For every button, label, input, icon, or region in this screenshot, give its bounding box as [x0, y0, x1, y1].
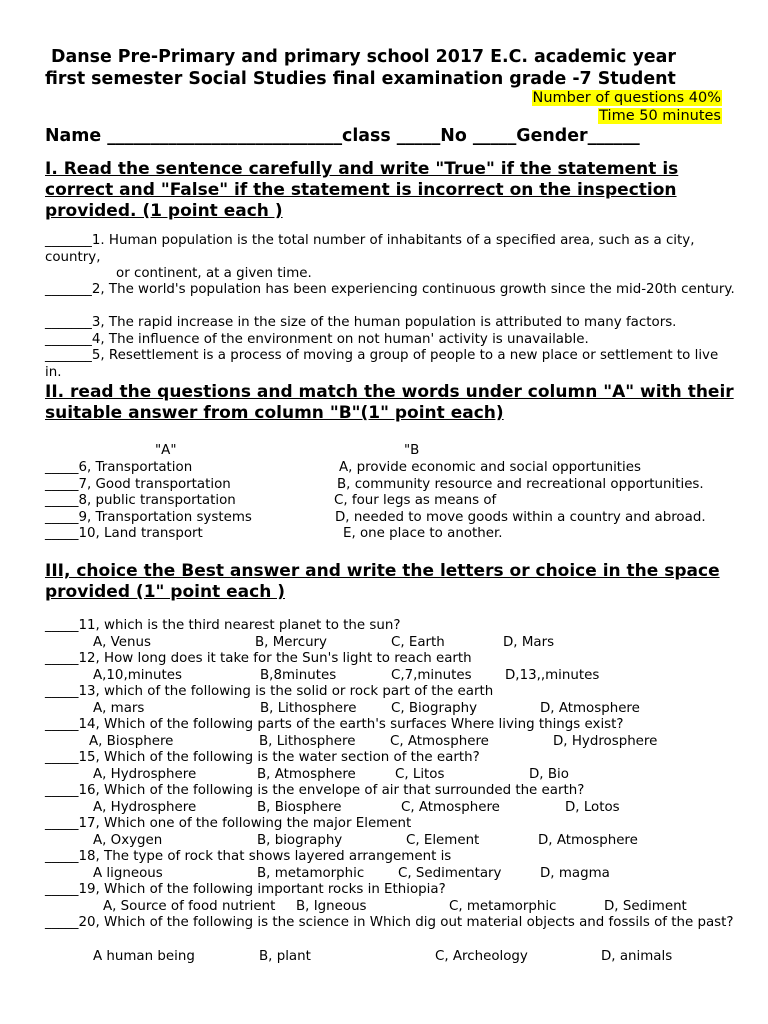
- q13-option-a: A, mars: [93, 701, 145, 716]
- question-19: _____19, Which of the following important rocks in Ethiopia?: [45, 882, 446, 897]
- q14-option-a: A, Biosphere: [89, 734, 174, 749]
- q18-option-c: C, Sedimentary: [398, 866, 502, 881]
- question-17: _____17, Which one of the following the major Element: [45, 816, 412, 831]
- q11-option-b: B, Mercury: [255, 635, 327, 650]
- question-15: _____15, Which of the following is the water section of the earth?: [45, 750, 480, 765]
- q18-option-a: A ligneous: [93, 866, 163, 881]
- q16-option-a: A, Hydrosphere: [93, 800, 197, 815]
- question-11: _____11, which is the third nearest planet to the sun?: [45, 618, 401, 633]
- q20-option-a: A human being: [93, 949, 195, 964]
- section-1-heading: I. Read the sentence carefully and write "True" if the statement is correct and "False" if the statement is incorrect on the inspection provided. (1 point each ): [45, 159, 679, 221]
- question-3: _______3, The rapid increase in the size of the human population is attributed to many factors.: [45, 315, 677, 330]
- q17-option-c: C, Element: [406, 833, 480, 848]
- match-b-a: A, provide economic and social opportunities: [339, 460, 641, 475]
- q16-option-d: D, Lotos: [565, 800, 620, 815]
- q19-option-d: D, Sediment: [604, 899, 687, 914]
- time-limit-text: Time 50 minutes: [599, 108, 721, 124]
- question-13: _____13, which of the following is the solid or rock part of the earth: [45, 684, 494, 699]
- q13-option-d: D, Atmosphere: [540, 701, 640, 716]
- question-14: _____14, Which of the following parts of the earth's surfaces Where living things exist?: [45, 717, 624, 732]
- q20-option-d: D, animals: [601, 949, 673, 964]
- question-16: _____16, Which of the following is the envelope of air that surrounded the earth?: [45, 783, 585, 798]
- match-b-b: B, community resource and recreational opportunities.: [337, 477, 704, 492]
- column-a-header: "A": [155, 443, 177, 458]
- q14-option-c: C, Atmosphere: [390, 734, 489, 749]
- match-b-e: E, one place to another.: [343, 526, 503, 541]
- question-count: [532, 89, 722, 108]
- q17-option-a: A, Oxygen: [93, 833, 163, 848]
- exam-title: [45, 46, 735, 90]
- match-a-8: _____8, public transportation: [45, 493, 236, 508]
- match-a-9: _____9, Transportation systems: [45, 510, 252, 525]
- q17-option-b: B, biography: [257, 833, 343, 848]
- q11-option-a: A, Venus: [93, 635, 151, 650]
- q11-option-d: D, Mars: [503, 635, 555, 650]
- time-limit: [598, 107, 722, 126]
- question-1: _______1. Human population is the total number of inhabitants of a specified area, such as a city, country,: [45, 233, 695, 265]
- q13-option-c: C, Biography: [391, 701, 478, 716]
- match-a-7: _____7, Good transportation: [45, 477, 231, 492]
- question-4: _______4, The influence of the environment on not human' activity is unavailable.: [45, 332, 589, 347]
- q20-option-b: B, plant: [259, 949, 311, 964]
- q19-option-c: C, metamorphic: [449, 899, 557, 914]
- section-3-heading: III, choice the Best answer and write the letters or choice in the space provided (1" point each ): [45, 561, 720, 602]
- student-info-line: Name ___________________________class _____No _____Gender______: [45, 126, 640, 146]
- q16-option-c: C, Atmosphere: [401, 800, 500, 815]
- q13-option-b: B, Lithosphere: [260, 701, 357, 716]
- q14-option-d: D, Hydrosphere: [553, 734, 658, 749]
- question-2: _______2, The world's population has been experiencing continuous growth since the mid-20th century.: [45, 282, 735, 297]
- question-12: _____12, How long does it take for the Sun's light to reach earth: [45, 651, 472, 666]
- q16-option-b: B, Biosphere: [257, 800, 342, 815]
- question-18: _____18, The type of rock that shows layered arrangement is: [45, 849, 452, 864]
- q17-option-d: D, Atmosphere: [538, 833, 638, 848]
- question-20: _____20, Which of the following is the science in Which dig out material objects and fossils of the past?: [45, 915, 734, 930]
- column-b-header: "B: [404, 443, 420, 458]
- question-1-cont: or continent, at a given time.: [116, 266, 312, 281]
- title-line-2: first semester Social Studies final examination grade -7 Student: [45, 69, 676, 89]
- q15-option-d: D, Bio: [529, 767, 569, 782]
- match-b-c: C, four legs as means of: [334, 493, 497, 508]
- section-2-heading: II. read the questions and match the words under column "A" with their suitable answer from column "B"(1" point each): [45, 382, 734, 423]
- q15-option-a: A, Hydrosphere: [93, 767, 197, 782]
- q18-option-b: B, metamorphic: [257, 866, 365, 881]
- q18-option-d: D, magma: [540, 866, 610, 881]
- match-b-d: D, needed to move goods within a country and abroad.: [335, 510, 706, 525]
- question-count-text: Number of questions 40%: [532, 90, 721, 106]
- q20-option-c: C, Archeology: [435, 949, 528, 964]
- question-5: _______5, Resettlement is a process of moving a group of people to a new place or settlement to live in.: [45, 348, 719, 380]
- q19-option-a: A, Source of food nutrient: [103, 899, 276, 914]
- q15-option-b: B, Atmosphere: [257, 767, 356, 782]
- q12-option-a: A,10,minutes: [93, 668, 182, 683]
- match-a-6: _____6, Transportation: [45, 460, 193, 475]
- q14-option-b: B, Lithosphere: [259, 734, 356, 749]
- q19-option-b: B, Igneous: [296, 899, 367, 914]
- match-a-10: _____10, Land transport: [45, 526, 203, 541]
- q12-option-d: D,13,,minutes: [505, 668, 600, 683]
- q15-option-c: C, Litos: [395, 767, 445, 782]
- q11-option-c: C, Earth: [391, 635, 445, 650]
- title-line-1: Danse Pre-Primary and primary school 2017 E.C. academic year: [45, 47, 676, 67]
- q12-option-c: C,7,minutes: [391, 668, 472, 683]
- q12-option-b: B,8minutes: [260, 668, 337, 683]
